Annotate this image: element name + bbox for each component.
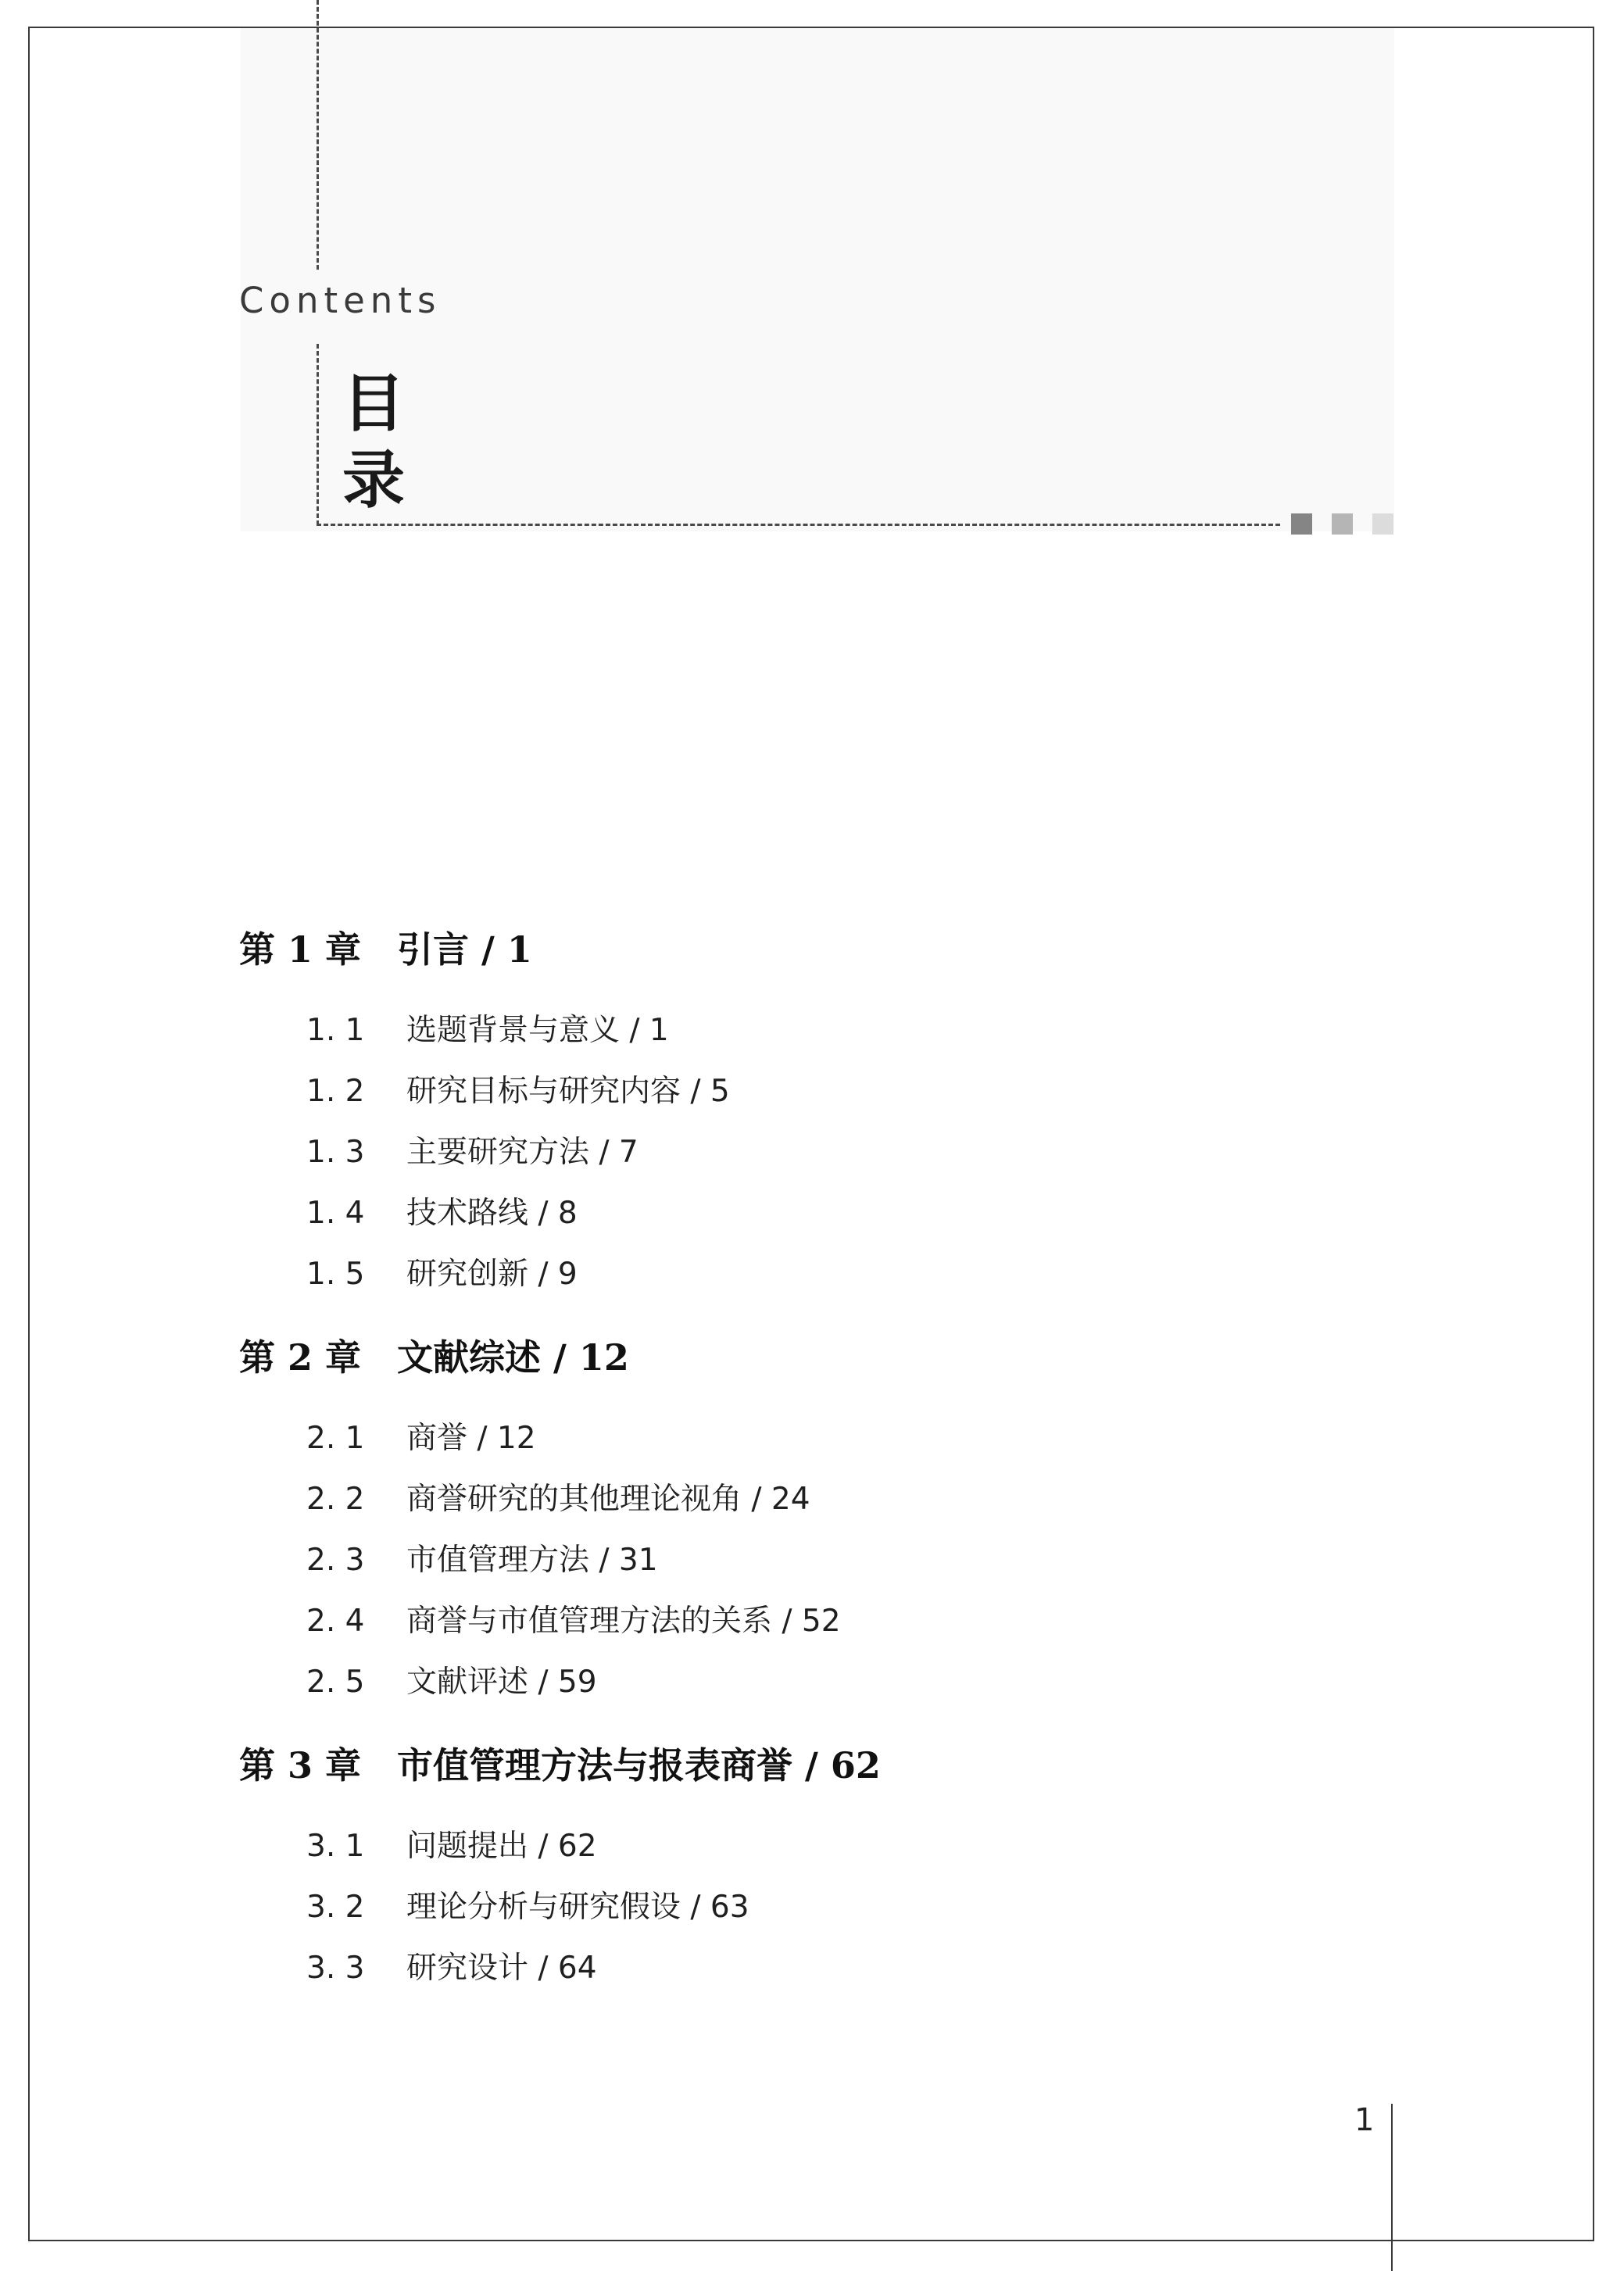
section-title: 研究目标与研究内容 / 5	[406, 1074, 730, 1109]
section-title: 研究创新 / 9	[406, 1257, 578, 1292]
section-number: 3. 2	[306, 1890, 365, 1925]
section-title: 商誉与市值管理方法的关系 / 52	[406, 1604, 841, 1639]
section-number: 1. 4	[306, 1196, 365, 1231]
toc-section[interactable]	[239, 1652, 1411, 1713]
section-number: 3. 1	[306, 1829, 365, 1864]
chapter-number: 第 2 章	[239, 1336, 362, 1379]
toc-chapter-3[interactable]	[239, 1730, 1411, 1816]
section-number: 2. 5	[306, 1665, 365, 1700]
toc-section[interactable]	[239, 1000, 1411, 1061]
section-title: 选题背景与意义 / 1	[406, 1013, 669, 1048]
section-title: 理论分析与研究假设 / 63	[406, 1890, 749, 1925]
decor-square-light	[1372, 513, 1393, 535]
toc-section[interactable]	[239, 1469, 1411, 1530]
section-number: 1. 1	[306, 1013, 365, 1048]
vertical-dashed-rule-top	[317, 0, 319, 270]
title-char: 录	[342, 444, 405, 517]
section-number: 2. 4	[306, 1604, 365, 1639]
section-title: 商誉研究的其他理论视角 / 24	[406, 1482, 810, 1517]
toc-section[interactable]	[239, 1408, 1411, 1469]
page-number-rule	[1391, 2104, 1393, 2271]
toc-section[interactable]	[239, 1816, 1411, 1877]
vertical-dashed-rule-bottom	[317, 344, 319, 525]
toc-section[interactable]	[239, 1244, 1411, 1305]
chapter-number: 第 1 章	[239, 928, 362, 971]
section-title: 主要研究方法 / 7	[406, 1135, 639, 1170]
toc-section[interactable]	[239, 1061, 1411, 1122]
section-title: 市值管理方法 / 31	[406, 1543, 658, 1578]
chapter-3-sections	[239, 1816, 1411, 1999]
section-number: 2. 2	[306, 1482, 365, 1517]
title-char: 目	[342, 367, 405, 440]
horizontal-dashed-rule	[317, 524, 1280, 526]
toc-section[interactable]	[239, 1530, 1411, 1591]
contents-label: Contents	[239, 280, 442, 321]
toc-chapter-2[interactable]	[239, 1322, 1411, 1408]
section-number: 2. 1	[306, 1421, 365, 1456]
page-title	[342, 366, 420, 519]
chapter-1-sections	[239, 1000, 1411, 1305]
chapter-2-sections	[239, 1408, 1411, 1713]
page-number: 1	[1354, 2102, 1375, 2138]
toc-section[interactable]	[239, 1877, 1411, 1938]
toc-section[interactable]	[239, 1122, 1411, 1183]
section-number: 1. 2	[306, 1074, 365, 1109]
table-of-contents	[239, 914, 1411, 2016]
section-title: 商誉 / 12	[406, 1421, 536, 1456]
toc-section[interactable]	[239, 1938, 1411, 1999]
section-title: 问题提出 / 62	[406, 1829, 597, 1864]
section-title: 文献评述 / 59	[406, 1665, 597, 1700]
chapter-title: 文献综述 / 12	[397, 1336, 629, 1379]
chapter-title: 引言 / 1	[397, 928, 532, 971]
section-title: 技术路线 / 8	[406, 1196, 578, 1231]
decor-square-mid	[1332, 513, 1353, 535]
decor-square-dark	[1291, 513, 1312, 535]
section-number: 1. 5	[306, 1257, 365, 1292]
chapter-title: 市值管理方法与报表商誉 / 62	[397, 1744, 881, 1786]
chapter-number: 第 3 章	[239, 1744, 362, 1786]
toc-chapter-1[interactable]	[239, 914, 1411, 1000]
section-number: 2. 3	[306, 1543, 365, 1578]
toc-section[interactable]	[239, 1591, 1411, 1652]
section-number: 1. 3	[306, 1135, 365, 1170]
toc-section[interactable]	[239, 1183, 1411, 1244]
section-title: 研究设计 / 64	[406, 1951, 597, 1986]
section-number: 3. 3	[306, 1951, 365, 1986]
